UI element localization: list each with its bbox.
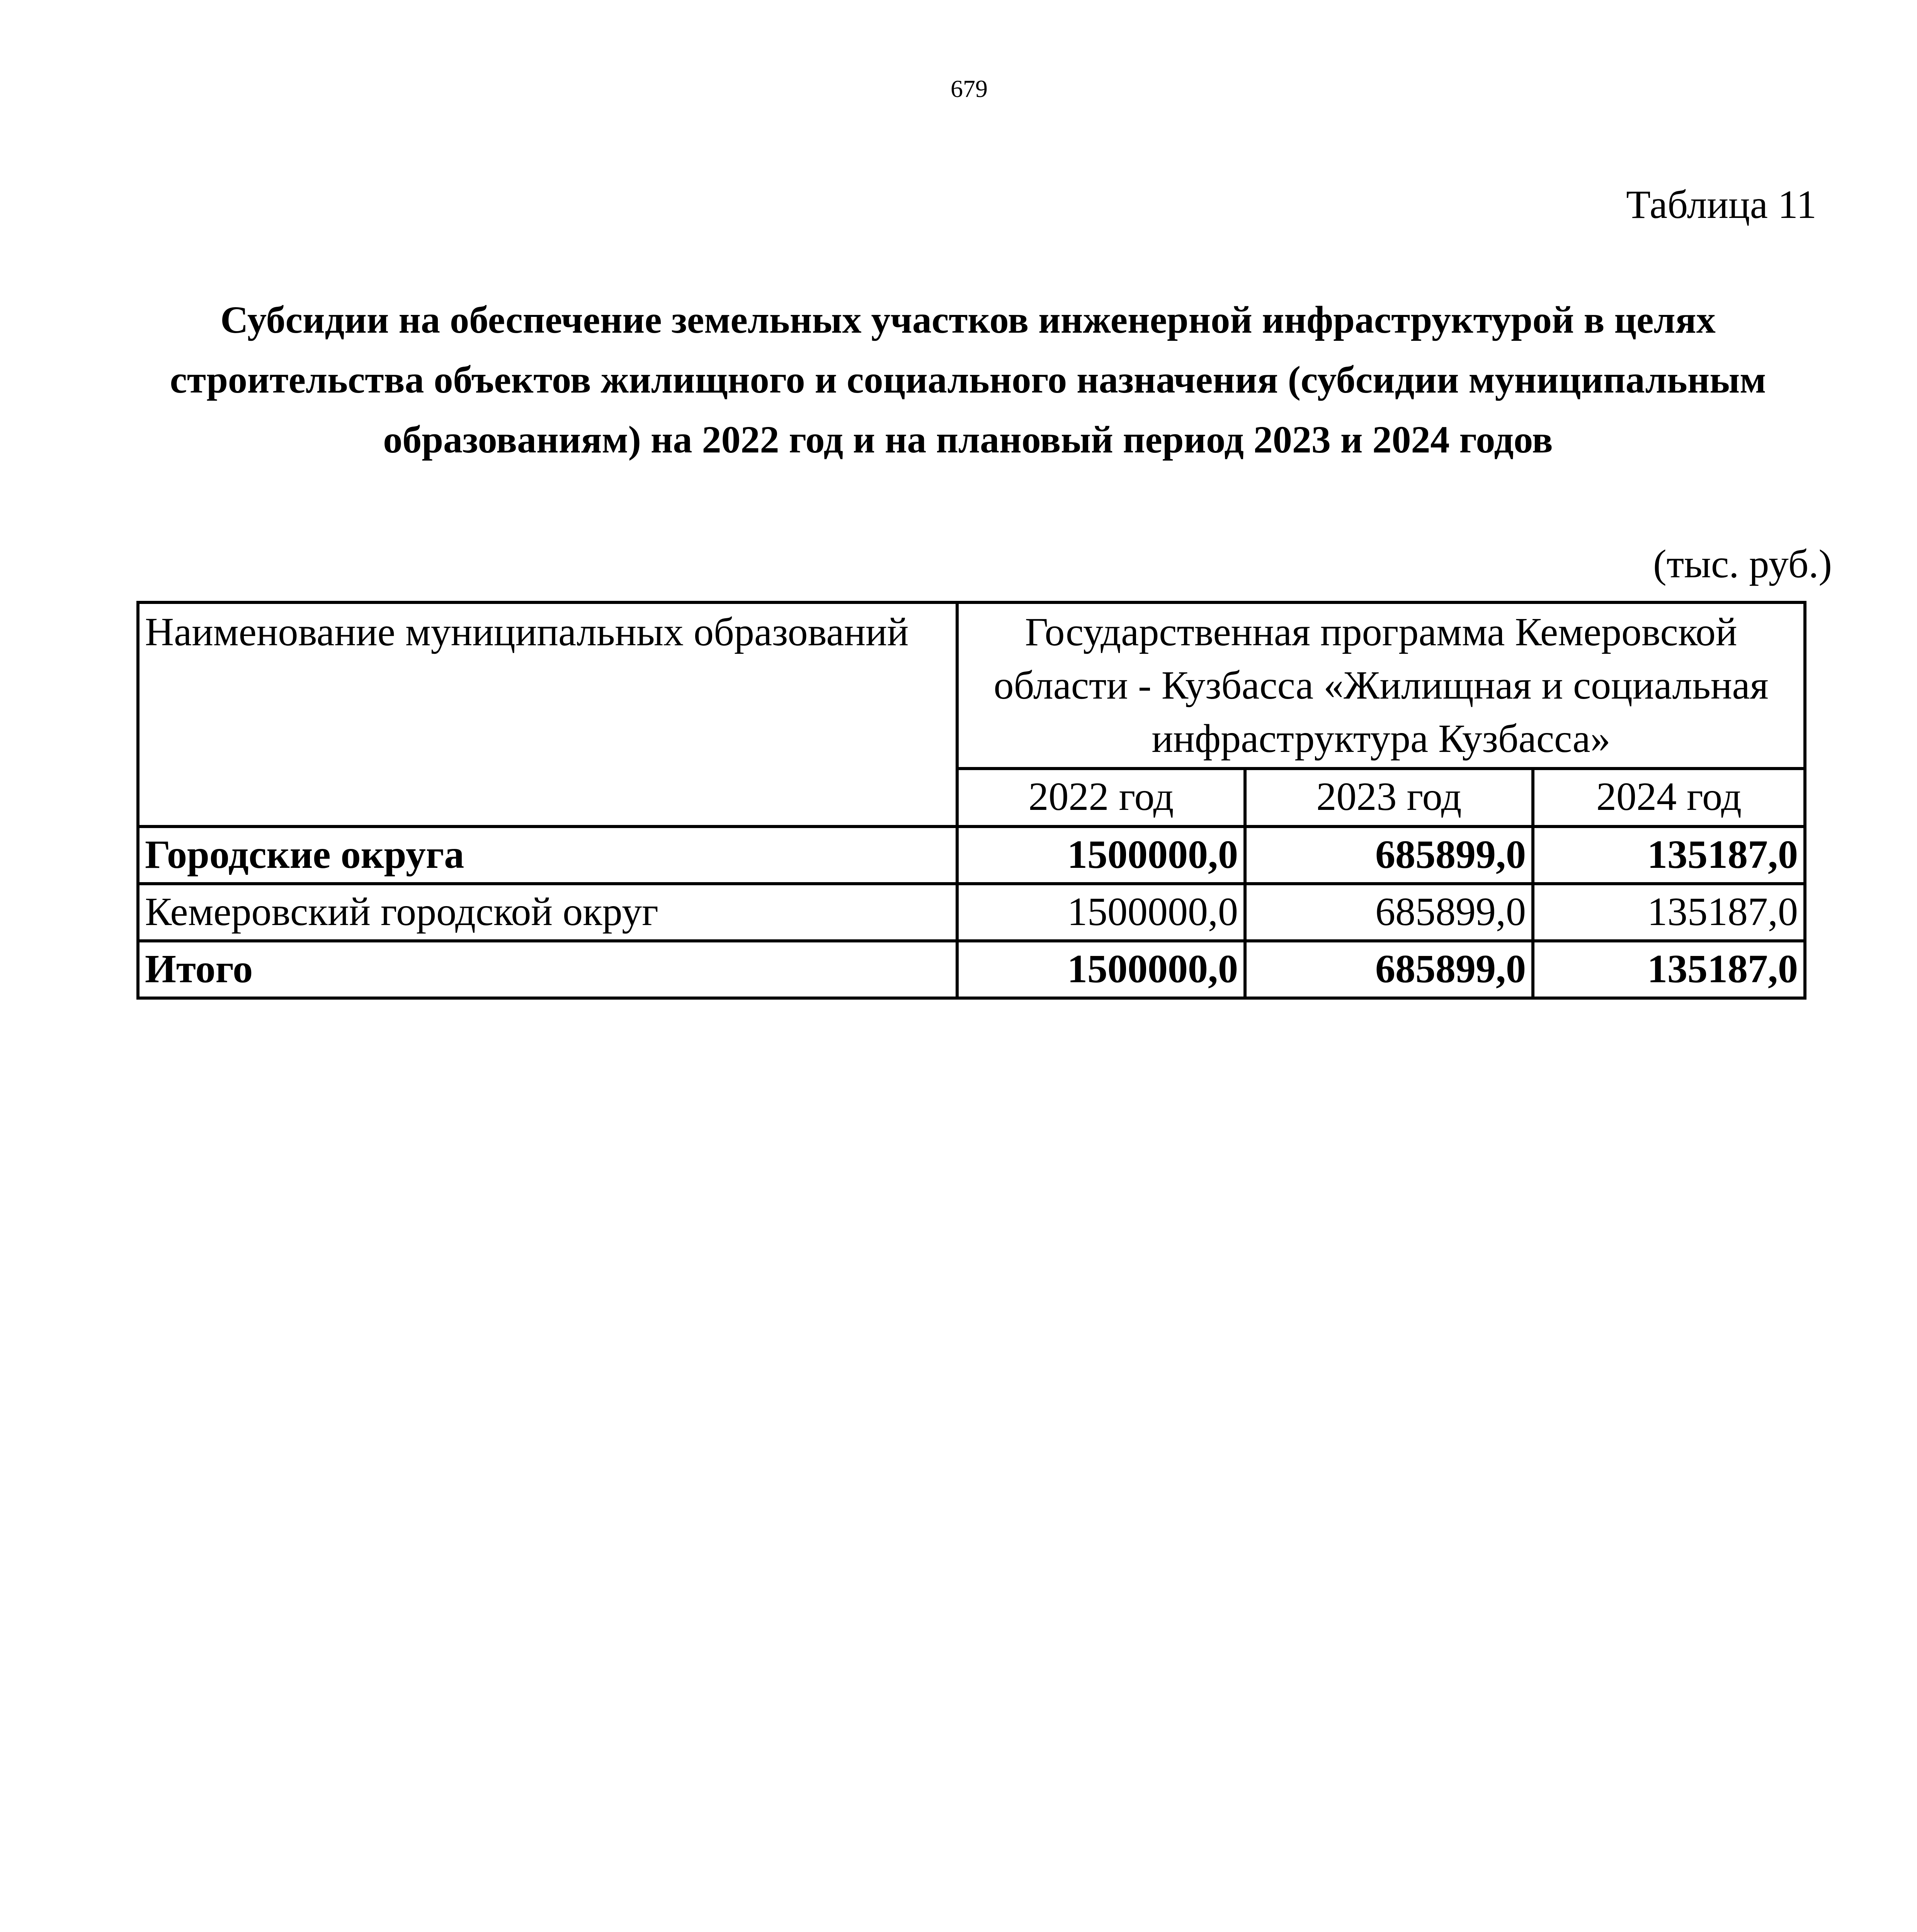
row-name: Городские округа [138, 827, 957, 884]
value-2024: 135187,0 [1533, 884, 1805, 941]
table-row-total [138, 941, 1805, 998]
value-2022: 1500000,0 [957, 884, 1245, 941]
subsidy-table [136, 601, 1806, 1000]
table-row-kemerovo [138, 884, 1805, 941]
header-program: Государственная программа Кемеровской области - Кузбасса «Жилищная и социальная инфраструктура Кузбасса» [957, 602, 1805, 769]
header-municipality-name: Наименование муниципальных образований [138, 602, 957, 827]
units-note: (тыс. руб.) [1653, 542, 1832, 586]
page-number: 679 [951, 75, 988, 102]
value-2022: 1500000,0 [957, 941, 1245, 998]
document-title: Субсидии на обеспечение земельных участков инженерной инфраструктурой в целях строительства объектов жилищного и социального назначения (субсидии муниципальным образованиям) на 2022 год и на плановый период 2023 и 2024 годов [170, 298, 1766, 461]
table-number: Таблица 11 [1626, 182, 1817, 227]
row-name: Кемеровский городской округ [138, 884, 957, 941]
value-2022: 1500000,0 [957, 827, 1245, 884]
header-year-2022: 2022 год [957, 769, 1245, 827]
value-2023: 685899,0 [1245, 884, 1533, 941]
header-year-2023: 2023 год [1245, 769, 1533, 827]
value-2023: 685899,0 [1245, 941, 1533, 998]
row-name: Итого [138, 941, 957, 998]
table-row-urban-districts [138, 827, 1805, 884]
value-2023: 685899,0 [1245, 827, 1533, 884]
value-2024: 135187,0 [1533, 941, 1805, 998]
value-2024: 135187,0 [1533, 827, 1805, 884]
header-year-2024: 2024 год [1533, 769, 1805, 827]
